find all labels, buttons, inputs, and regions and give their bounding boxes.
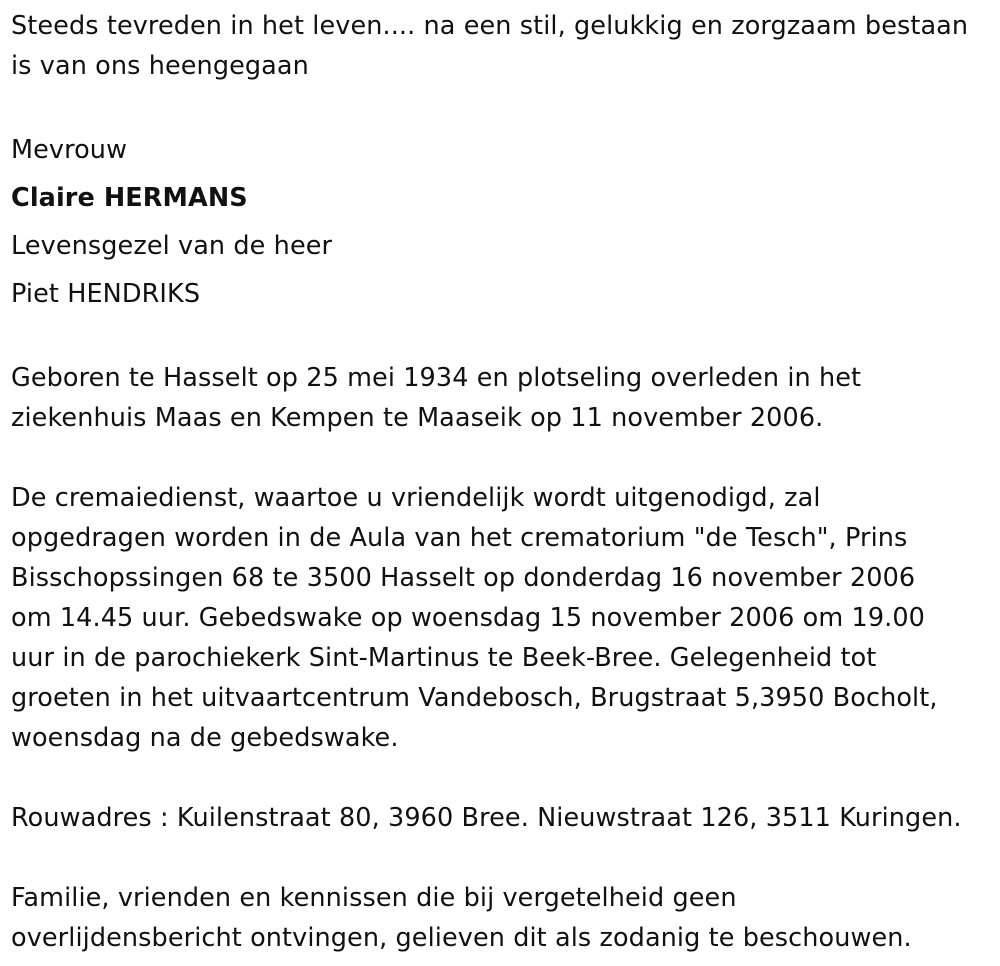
birth-death-paragraph [11, 358, 996, 438]
partner-name: Piet HENDRIKS [11, 279, 201, 309]
birth-death-line-2: ziekenhuis Maas en Kempen te Maaseik op 11 november 2006. [11, 403, 824, 433]
mourning-address: Rouwadres : Kuilenstraat 80, 3960 Bree. Nieuwstraat 126, 3511 Kuringen. [11, 803, 962, 833]
service-line: om 14.45 uur. Gebedswake op woensdag 15 november 2006 om 19.00 [11, 603, 926, 633]
birth-death-line-1: Geboren te Hasselt op 25 mei 1934 en plotseling overleden in het [11, 363, 862, 393]
service-line: groeten in het uitvaartcentrum Vandebosch, Brugstraat 5,3950 Bocholt, [11, 683, 938, 713]
intro-line-2: is van ons heengegaan [11, 51, 309, 81]
obituary-notice [11, 6, 996, 958]
service-line: woensdag na de gebedswake. [11, 723, 399, 753]
service-line: De cremaiedienst, waartoe u vriendelijk wordt uitgenodigd, zal [11, 483, 821, 513]
address-paragraph [11, 798, 996, 838]
person-relation: Levensgezel van de heer [11, 231, 333, 261]
closing-line-1: Familie, vrienden en kennissen die bij vergetelheid geen [11, 883, 737, 913]
service-line: uur in de parochiekerk Sint-Martinus te Beek-Bree. Gelegenheid tot [11, 643, 877, 673]
service-line: Bisschopssingen 68 te 3500 Hasselt op donderdag 16 november 2006 [11, 563, 916, 593]
person-name: Claire HERMANS [11, 183, 248, 213]
person-block [11, 126, 996, 318]
intro-paragraph [11, 6, 996, 86]
intro-line-1: Steeds tevreden in het leven.... na een stil, gelukkig en zorgzaam bestaan [11, 11, 969, 41]
closing-paragraph [11, 878, 996, 958]
service-paragraph [11, 478, 996, 758]
person-title: Mevrouw [11, 135, 128, 165]
closing-line-2: overlijdensbericht ontvingen, gelieven dit als zodanig te beschouwen. [11, 923, 912, 953]
service-line: opgedragen worden in de Aula van het crematorium "de Tesch", Prins [11, 523, 908, 553]
